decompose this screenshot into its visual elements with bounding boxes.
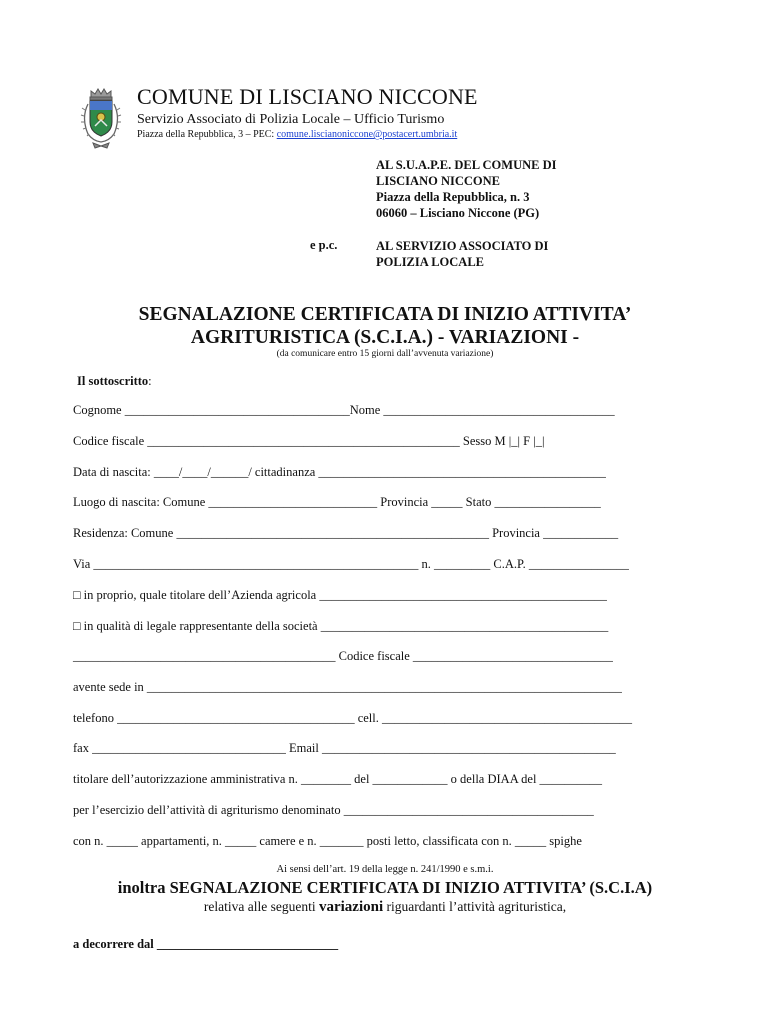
form-line-societa-cf[interactable]: __________________________________________ Codice fiscale ________________________________ (73, 649, 613, 663)
form-line-sede[interactable]: avente sede in ____________________________________________________________________________ (73, 680, 622, 694)
form-line-telefono[interactable]: telefono ______________________________________ cell. ________________________________________ (73, 711, 632, 725)
relativa-post: riguardanti l’attività agrituristica, (383, 899, 567, 914)
address-prefix: Piazza della Repubblica, 3 – PEC: (137, 129, 277, 140)
epc-label: e p.c. (310, 238, 338, 252)
recipient-line: 06060 – Lisciano Niccone (PG) (376, 206, 540, 220)
municipal-crest-icon (78, 86, 124, 150)
form-line-via[interactable]: Via ____________________________________________________ n. _________ C.A.P. ________________ (73, 557, 629, 571)
document-heading-line1: SEGNALAZIONE CERTIFICATA DI INIZIO ATTIVITA’ (138, 304, 632, 325)
recipient-block-secondary (376, 238, 548, 270)
document-heading-line2: AGRITURISTICA (S.C.I.A.) - VARIAZIONI - (190, 327, 580, 348)
form-line-codice-fiscale[interactable]: Codice fiscale __________________________________________________ Sesso M |_| F |_| (73, 434, 545, 448)
heading-note: (da comunicare entro 15 giorni dall’avvenuta variazione) (276, 349, 494, 359)
inoltra-heading: inoltra SEGNALAZIONE CERTIFICATA DI INIZIO ATTIVITA’ (S.C.I.A) (117, 878, 653, 897)
intro-colon: : (148, 374, 152, 388)
pec-email-link[interactable]: comune.liscianoniccone@postacert.umbria.it (276, 129, 458, 140)
form-line-denominazione[interactable]: per l’esercizio dell’attività di agriturismo denominato ________________________________________ (73, 803, 594, 817)
variazioni-statement (0, 899, 770, 916)
recipient-line: AL S.U.A.P.E. DEL COMUNE DI (376, 158, 557, 172)
recipient-line: Piazza della Repubblica, n. 3 (376, 190, 530, 204)
office-address (137, 129, 457, 140)
form-line-autorizzazione[interactable]: titolare dell’autorizzazione amministrativa n. ________ del ____________ o della DIAA del __________ (73, 772, 603, 786)
recipient-block-primary (376, 157, 556, 221)
intro-line (77, 374, 152, 389)
legal-reference: Ai sensi dell’art. 19 della legge n. 241/1990 e s.m.i. (276, 864, 494, 875)
office-subtitle: Servizio Associato di Polizia Locale – Ufficio Turismo (137, 112, 445, 127)
form-line-cognome[interactable]: Cognome ____________________________________Nome _____________________________________ (73, 403, 615, 417)
form-line-in-proprio[interactable]: □ in proprio, quale titolare dell’Azienda agricola ______________________________________________ (73, 588, 607, 602)
form-line-fax-email[interactable]: fax _______________________________ Email _______________________________________________ (73, 741, 616, 755)
form-line-legale-rappresentante[interactable]: □ in qualità di legale rappresentante della società ______________________________________________ (73, 619, 609, 633)
recipient-line: LISCIANO NICCONE (376, 174, 500, 188)
form-line-capacita[interactable]: con n. _____ appartamenti, n. _____ camere e n. _______ posti letto, classificata con n. _____ spighe (73, 834, 582, 848)
relativa-bold: variazioni (318, 899, 384, 915)
decorrere-line[interactable]: a decorrere dal _____________________________ (73, 937, 339, 951)
intro-label: Il sottoscritto (77, 374, 149, 388)
recipient-line: POLIZIA LOCALE (376, 255, 485, 269)
form-line-data-nascita[interactable]: Data di nascita: ____/____/______/ cittadinanza ______________________________________________ (73, 465, 606, 479)
relativa-pre: relativa alle seguenti (203, 899, 319, 914)
form-line-luogo-nascita[interactable]: Luogo di nascita: Comune ___________________________ Provincia _____ Stato _________________ (73, 495, 601, 509)
municipality-title: COMUNE DI LISCIANO NICCONE (137, 84, 478, 109)
recipient-line: AL SERVIZIO ASSOCIATO DI (376, 239, 549, 253)
form-line-residenza[interactable]: Residenza: Comune __________________________________________________ Provincia ____________ (73, 526, 619, 540)
